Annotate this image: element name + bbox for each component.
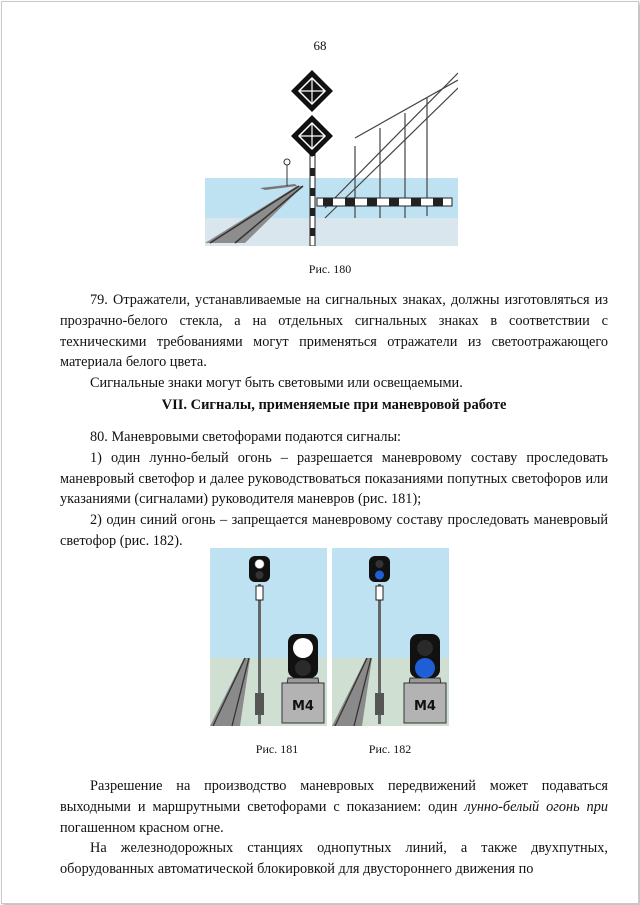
permission-text bbox=[60, 776, 608, 838]
paragraph-80-item2: 2) один синий огонь – запрещается маневровому составу проследовать маневровый светофор (рис. 182). bbox=[60, 512, 608, 549]
permission-text-part2: погашенном красном огне. bbox=[60, 819, 224, 836]
paragraph-80-intro: 80. Маневровыми светофорами подаются сигналы: bbox=[90, 429, 402, 445]
figure-181-caption: Рис. 181 bbox=[255, 742, 299, 756]
paragraph-80 bbox=[60, 427, 608, 552]
figure-182-illustration bbox=[332, 548, 449, 726]
paragraph-79-text: 79. Отражатели, устанавливаемые на сигнальных знаках, должны изготовляться из прозрачно-белого стекла, а на отдельных сигнальных знаках в соответствии с техническими требованиями могут применяться отражатели из светоотражающего материала белого цвета. bbox=[60, 292, 608, 371]
section-heading: VII. Сигналы, применяемые при маневровой работе bbox=[161, 397, 507, 413]
stations-text: На железнодорожных станциях однопутных линий, а также двухпутных, оборудованных автоматической блокировкой для двустороннего движения по bbox=[60, 840, 608, 878]
figure-181-plate: М4 bbox=[292, 699, 314, 714]
page-number: 68 bbox=[313, 38, 327, 53]
paragraph-80-item1: 1) один лунно-белый огонь – разрешается маневровому составу проследовать маневровый светофор и далее руководствоваться показаниями попутных светофоров или указаниями (сигналами) руководителя маневров (рис. 181); bbox=[60, 449, 608, 508]
figure-180-illustration bbox=[205, 68, 458, 246]
permission-text-part1: Разрешение на производство маневровых передвижений может подаваться выходными и маршрутными светофорами с показанием: один bbox=[60, 778, 608, 815]
paragraph-permission bbox=[60, 776, 608, 880]
permission-text-italic: лунно-белый огонь при bbox=[464, 798, 608, 815]
figure-182-caption: Рис. 182 bbox=[368, 742, 412, 756]
figure-182-plate: М4 bbox=[414, 699, 436, 714]
signal-signs-text: Сигнальные знаки могут быть световыми или освещаемыми. bbox=[90, 375, 463, 392]
figure-180-caption: Рис. 180 bbox=[308, 262, 352, 276]
paragraph-79 bbox=[60, 290, 608, 394]
figure-181-illustration bbox=[210, 548, 327, 726]
